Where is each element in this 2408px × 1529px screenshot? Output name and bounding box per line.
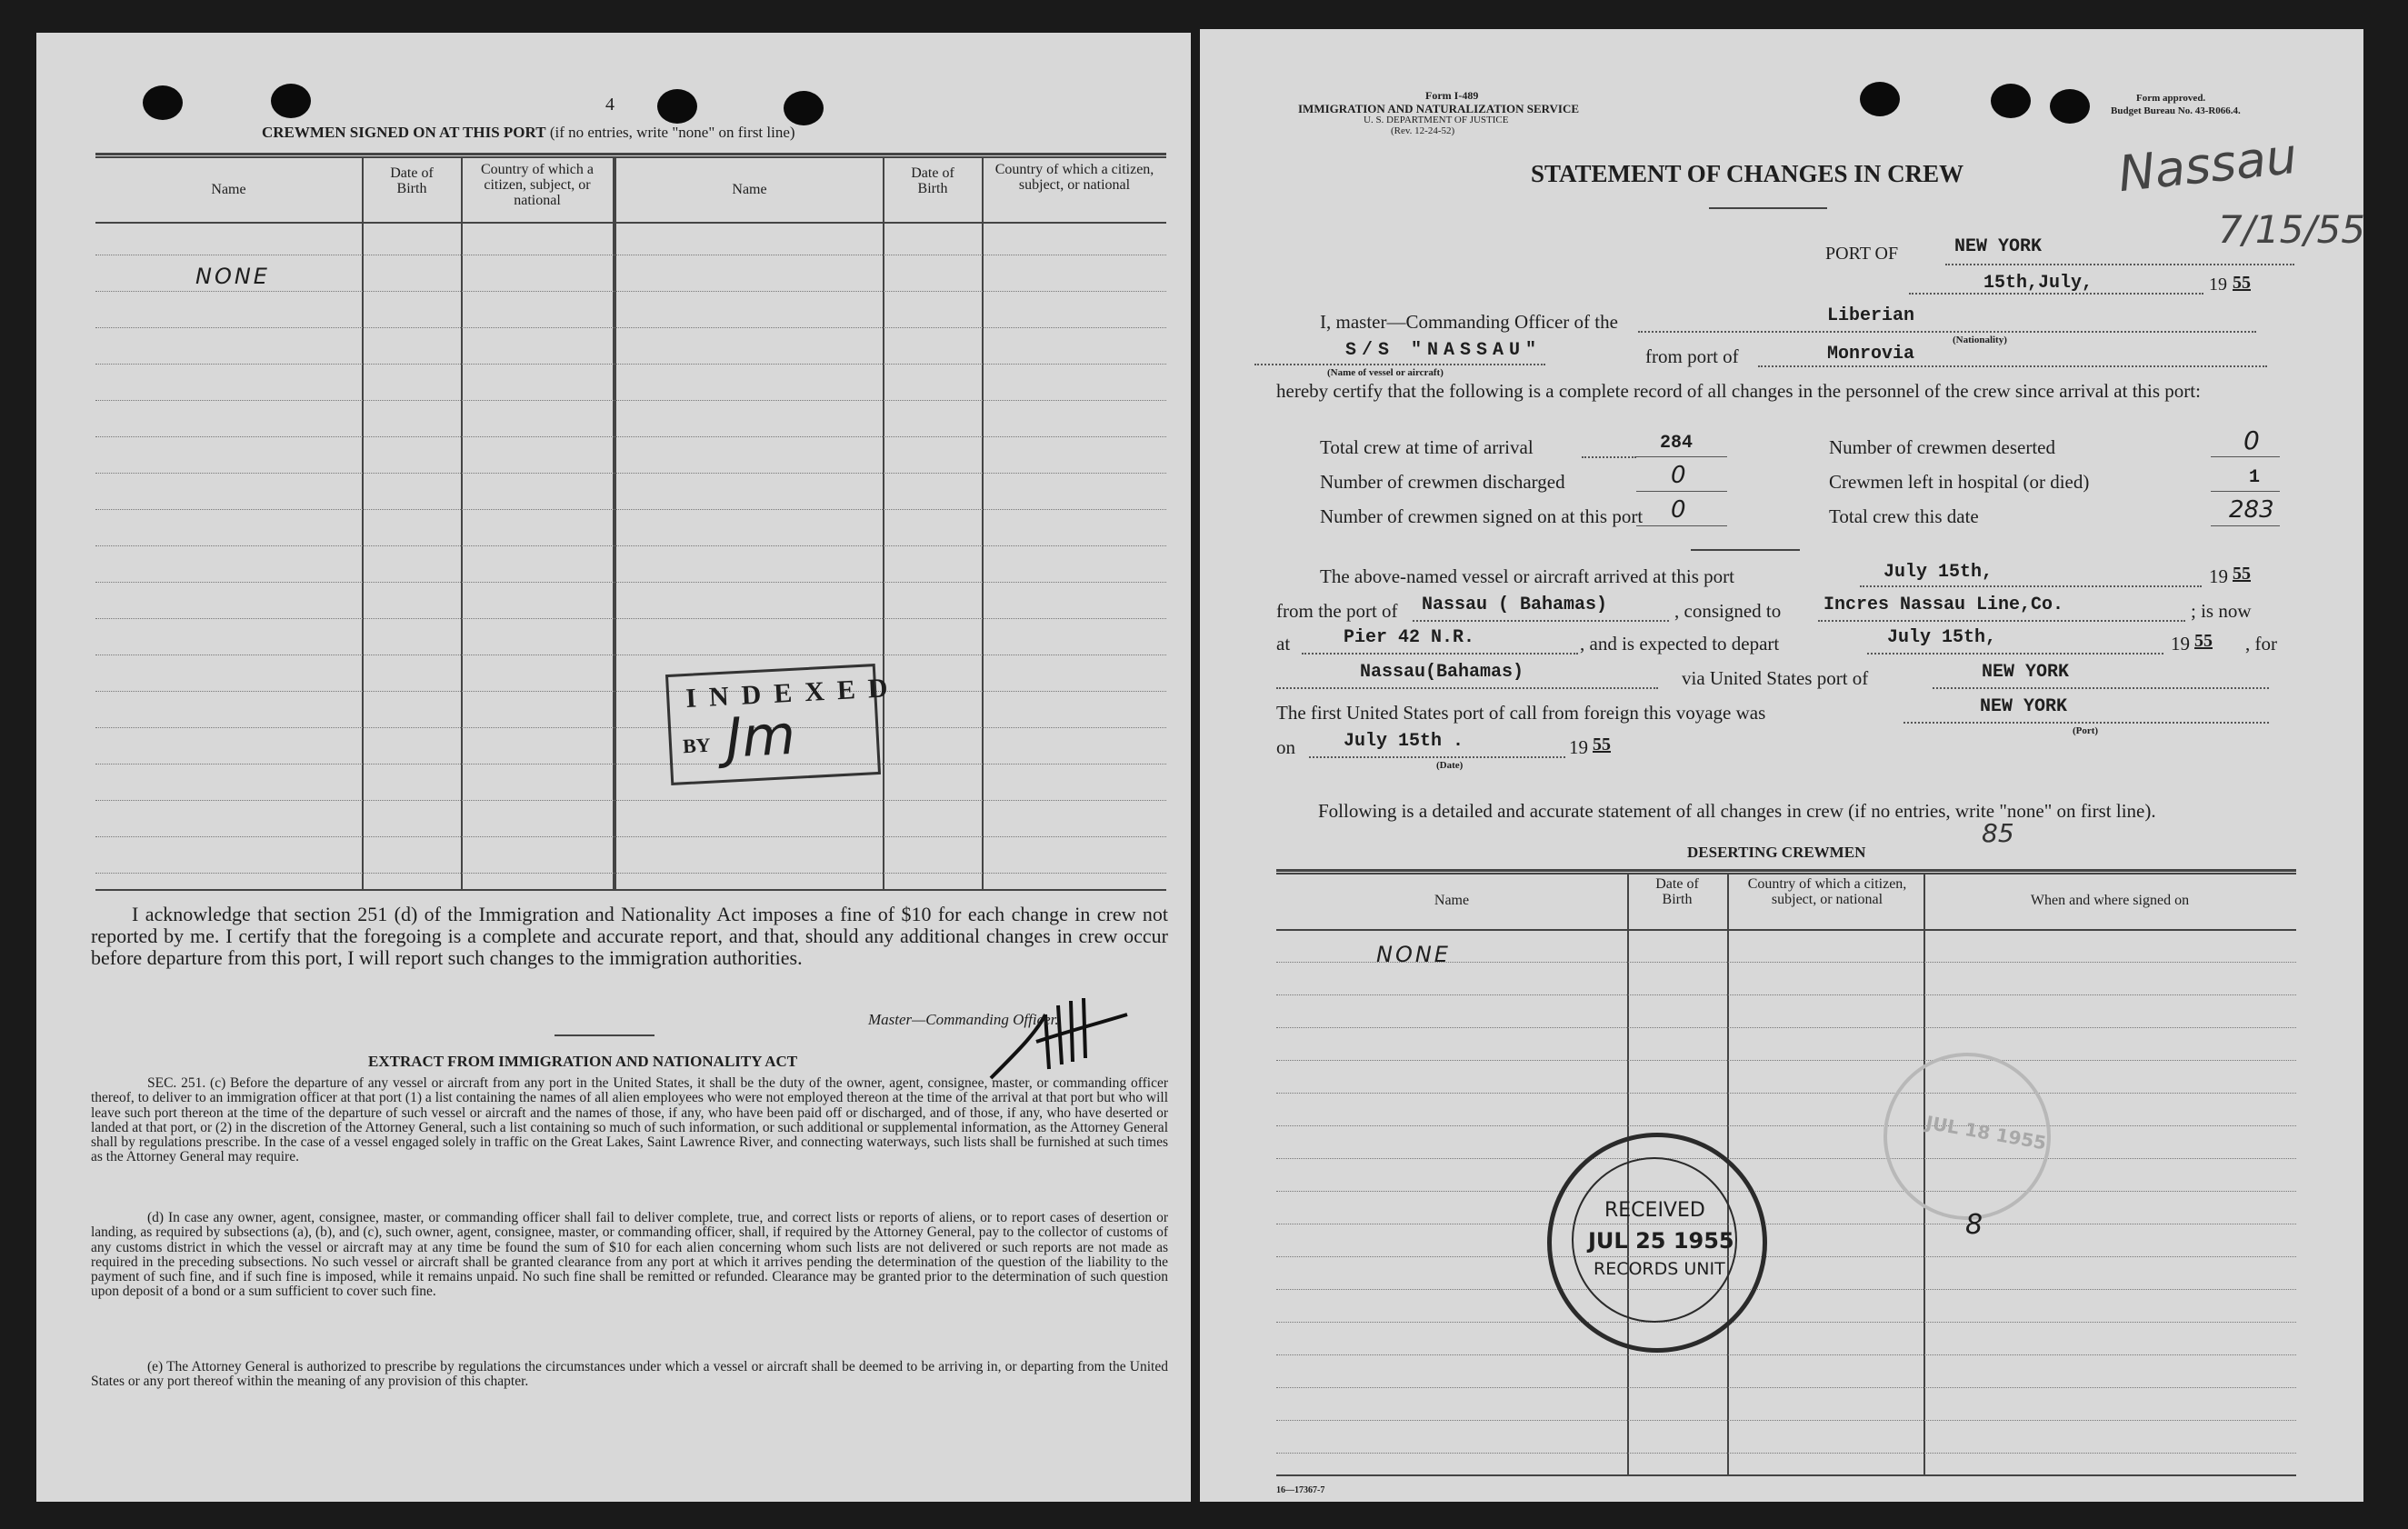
year-prefix: 19 (2209, 565, 2228, 587)
destination: Nassau(Bahamas) (1360, 662, 1524, 683)
from-port-of-label: from the port of (1276, 600, 1398, 622)
expected-label: , and is expected to depart (1580, 633, 1780, 655)
punch-hole (1991, 84, 2031, 118)
col-header-name: Name (732, 182, 767, 197)
handwritten-note: Nassau (2115, 126, 2300, 204)
year-prefix: 19 (2171, 633, 2190, 655)
stat-label: Number of crewmen deserted (1829, 436, 2055, 458)
col-header-dob: Date of Birth (390, 165, 434, 196)
year-value: 55 (2194, 631, 2213, 651)
revision: (Rev. 12-24-52) (1391, 125, 1455, 136)
signature-caption: Master—Commanding Officer. (868, 1011, 1059, 1028)
handwritten-number: 85 (1982, 818, 2014, 848)
faint-stamp-date: JUL 18 1955 (1923, 1111, 2048, 1154)
nationality-value: Liberian (1827, 305, 1915, 326)
right-page (1200, 29, 2363, 1502)
law-section-c: SEC. 251. (c) Before the departure of any vessel or aircraft from any port in the United States, it shall be the duty of the owner, agent, consignee, master, or commanding officer thereof, to deliver to an immigration officer at that port (1) a list containing the names of all alien employees who were not employed thereon at the time of the arrival at that port but who will leave such port thereon at the time of the departure of such vessel or aircraft and the names of those, if any, who have been paid off or discharged, and of those, if any, who have deserted or landed at that port, or (2) in the discretion of the Attorney General, such a list containing so much of such information, or such additional or supplemental information, as the Attorney General shall by regulations prescribe. In the case of a vessel engaged solely in traffic on the Great Lakes, Saint Lawrence River, and connecting waterways, such lists shall be furnished at such times as the Attorney General may require. (91, 1075, 1168, 1165)
first-port-value: NEW YORK (1980, 696, 2068, 717)
on-label: on (1276, 736, 1295, 758)
location: Pier 42 N.R. (1344, 627, 1475, 648)
indexed-by: BY (682, 733, 712, 758)
via-label: via United States port of (1682, 667, 1869, 689)
col-header-when-where: When and where signed on (2030, 893, 2190, 908)
page-title: STATEMENT OF CHANGES IN CREW (1531, 160, 1964, 187)
received-stamp (1547, 1133, 1767, 1353)
stat-label: Number of crewmen discharged (1320, 471, 1565, 493)
col-header-dob: Date of Birth (911, 165, 954, 196)
page-number: 4 (605, 95, 614, 115)
for-label: , for (2245, 633, 2277, 655)
col-header-country: Country of which a citizen, subject, or national (481, 162, 594, 208)
handwritten-mark: 8 (1965, 1209, 1983, 1241)
origin-port: Nassau ( Bahamas) (1422, 595, 1608, 615)
form-number: Form I-489 (1425, 89, 1479, 102)
section-note: (if no entries, write "none" on first line) (549, 124, 795, 141)
stat-label: Total crew this date (1829, 505, 1979, 527)
stat-deserted: 0 (2243, 425, 2260, 455)
deserting-table (1276, 869, 2296, 1476)
following-text: Following is a detailed and accurate statement of all changes in crew (if no entries, write "none" on first line). (1318, 800, 2156, 822)
year-prefix: 19 (2209, 275, 2227, 295)
punch-hole (271, 84, 311, 118)
received-text: RECEIVED (1604, 1199, 1705, 1222)
stat-label: Number of crewmen signed on at this port (1320, 505, 1644, 527)
year-value: 55 (2233, 273, 2251, 293)
col-header-name: Name (1434, 893, 1470, 908)
signed-on-table (95, 153, 1166, 891)
date-caption: (Date) (1436, 760, 1464, 771)
col-header-name: Name (211, 182, 246, 197)
stat-label: Total crew at time of arrival (1320, 436, 1534, 458)
consignee: Incres Nassau Line,Co. (1823, 595, 2064, 615)
from-port-label: from port of (1645, 345, 1739, 367)
col-header-country: Country of which a citizen, subject, or national (994, 162, 1154, 193)
year-value: 55 (2233, 564, 2251, 584)
acknowledgment-text: I acknowledge that section 251 (d) of the Immigration and Nationality Act imposes a fine of $10 for each change in crew not reported by me. I certify that the foregoing is a complete and accurate report, and that, should any additional changes in crew occur before departure from this port, I will report such changes to the immigration authorities. (91, 903, 1168, 969)
arrived-date: July 15th, (1883, 562, 1993, 583)
punch-hole (1860, 82, 1900, 116)
law-section-d: (d) In case any owner, agent, consignee, master, or commanding officer shall fail to deliver complete, true, and correct lists or reports of aliens, or to report cases of desertion or landing, as required by subsections (a), (b), and (c), such owner, agent, consignee, master, or commanding officer, shall, if required by the Attorney General, pay to the collector of customs of any customs district in which the vessel or aircraft may at any time be found the sum of $10 for each alien concerning whom such lists are not delivered or such reports are not made as required in the preceding subsections. No such vessel or aircraft shall be granted clearance from any port at which it arrives pending the determination of the question of the liability to the payment of such fine, and if such fine is imposed, while it remains unpaid. No such fine shall be remitted or refunded. Clearance may be granted prior to the determination of such question upon deposit of a bond or a sum sufficient to cover such fine. (91, 1210, 1168, 1300)
approval-line: Form approved. (2136, 93, 2206, 104)
consigned-label: , consigned to (1674, 600, 1782, 622)
col-header-country: Country of which a citizen, subject, or national (1747, 876, 1907, 907)
stat-discharged: 0 (1671, 462, 1686, 489)
year-value: 55 (1593, 735, 1611, 755)
via-port: NEW YORK (1982, 662, 2070, 683)
port-caption: (Port) (2073, 725, 2099, 736)
faint-stamp (1883, 1053, 2051, 1220)
divider (1691, 549, 1800, 551)
year-prefix: 19 (1569, 736, 1588, 758)
section-heading (262, 124, 795, 142)
entry-none: NONE (1376, 942, 1451, 967)
stat-hospital: 1 (2249, 467, 2261, 488)
indexed-stamp-text: INDEXED (684, 672, 902, 714)
stat-total-now: 283 (2229, 496, 2274, 524)
first-port-date: July 15th . (1344, 731, 1464, 752)
date-value: 15th,July, (1983, 273, 2093, 294)
stat-label: Crewmen left in hospital (or died) (1829, 471, 2090, 493)
indexed-stamp (665, 664, 902, 785)
section-title: CREWMEN SIGNED ON AT THIS PORT (262, 124, 546, 141)
left-page (36, 33, 1191, 1502)
vessel-value: S/S "NASSAU" (1345, 340, 1543, 361)
entry-none: NONE (195, 264, 270, 289)
col-header-dob: Date of Birth (1655, 876, 1699, 907)
master-label: I, master—Commanding Officer of the (1320, 311, 1618, 333)
is-now-label: ; is now (2191, 600, 2252, 622)
approval-line: Budget Bureau No. 43-R066.4. (2111, 105, 2241, 116)
depart-date: July 15th, (1887, 627, 1997, 648)
punch-hole (143, 85, 183, 120)
certify-text: hereby certify that the following is a complete record of all changes in the personnel of the crew since arrival at this port: (1276, 380, 2201, 402)
divider (555, 1034, 654, 1036)
footer-code: 16—17367-7 (1276, 1485, 1325, 1495)
agency-subline: U. S. DEPARTMENT OF JUSTICE (1364, 115, 1509, 125)
records-unit: RECORDS UNIT (1594, 1259, 1725, 1279)
agency-line: IMMIGRATION AND NATURALIZATION SERVICE (1298, 102, 1580, 115)
punch-hole (784, 91, 824, 125)
received-date: JUL 25 1955 (1588, 1228, 1734, 1254)
at-label: at (1276, 633, 1291, 655)
arrived-label: The above-named vessel or aircraft arrived at this port (1320, 565, 1734, 587)
punch-hole (657, 89, 697, 124)
first-port-label: The first United States port of call from foreign this voyage was (1276, 702, 1766, 724)
from-port-value: Monrovia (1827, 344, 1915, 365)
stat-total-arrival: 284 (1660, 433, 1694, 454)
master-signature (982, 978, 1136, 1087)
law-section-e: (e) The Attorney General is authorized to prescribe by regulations the circumstances under which a vessel or aircraft shall be deemed to be arriving in, or departing from the United States or any port thereof within the meaning of any provision of this chapter. (91, 1359, 1168, 1390)
stat-signed-on: 0 (1671, 496, 1686, 524)
extract-title: EXTRACT FROM IMMIGRATION AND NATIONALITY ACT (368, 1053, 798, 1070)
punch-hole (2050, 89, 2090, 124)
nationality-caption: (Nationality) (1953, 335, 2007, 345)
deserting-title: DESERTING CREWMEN (1687, 844, 1866, 861)
vessel-caption: (Name of vessel or aircraft) (1327, 367, 1444, 378)
divider (1709, 207, 1827, 209)
indexed-initials: Jm (724, 703, 797, 771)
handwritten-date: 7/15/55 (2218, 207, 2365, 252)
port-label: PORT OF (1825, 244, 1899, 264)
port-value: NEW YORK (1954, 236, 2043, 257)
